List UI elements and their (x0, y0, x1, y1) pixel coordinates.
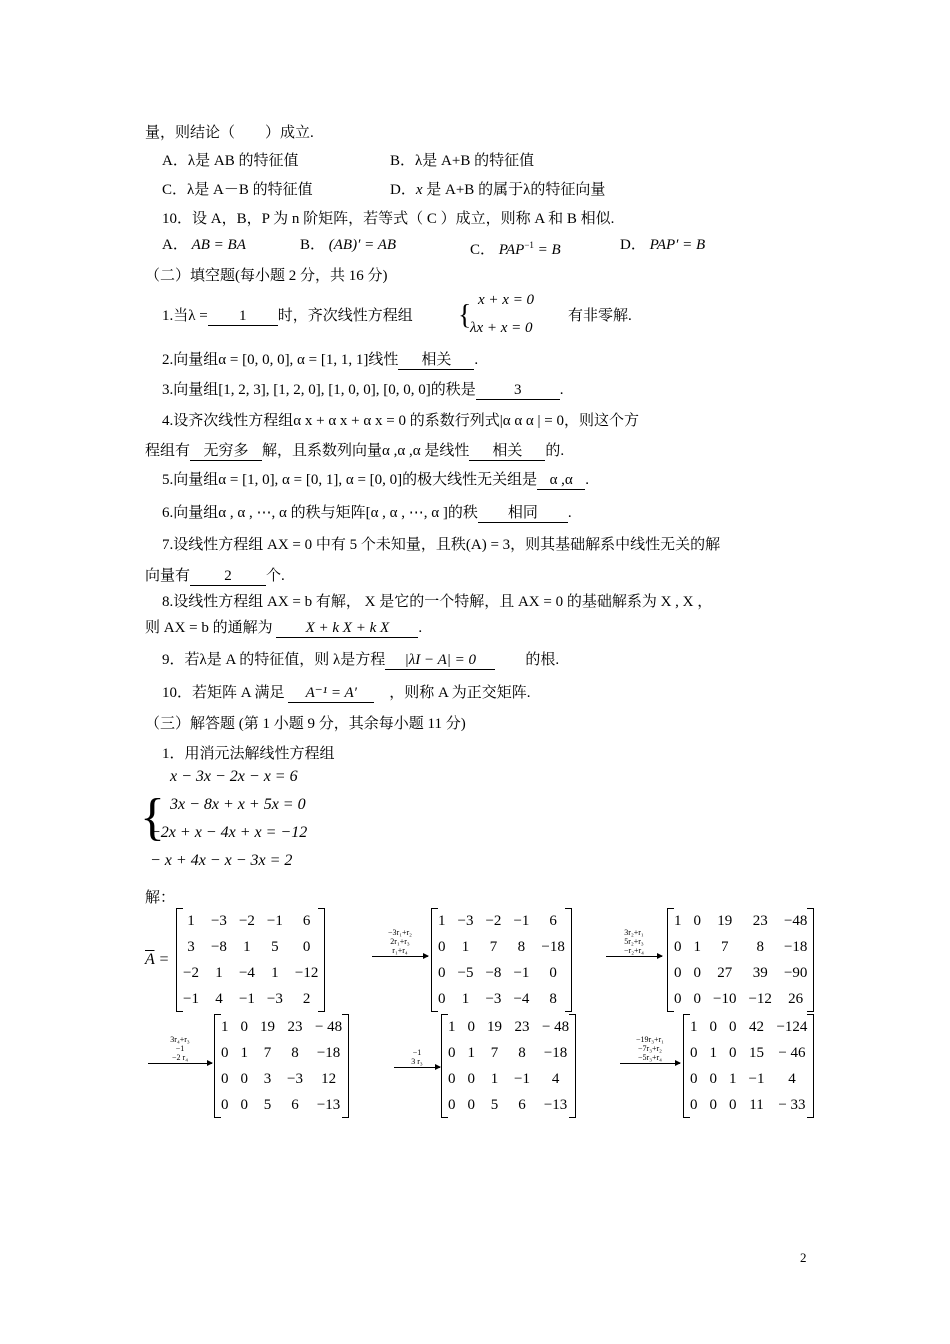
matrix-cell: −3 (287, 1070, 303, 1087)
fill-7-continued: 向量有 2 个. (145, 568, 285, 584)
matrix-cell: − 48 (314, 1018, 343, 1035)
row-op-label: −1 (175, 1044, 185, 1053)
answer-blank: |λI − A| = 0 (385, 651, 495, 670)
matrix-cell: 7 (720, 938, 729, 955)
q10-option-a: A． AB = BA (162, 237, 246, 253)
matrix-cell: 5 (263, 1096, 272, 1113)
matrix-cell: 0 (221, 1070, 229, 1087)
matrix-row (432, 934, 571, 960)
row-op-arrow-1 (372, 928, 428, 955)
system-row-4: − x + 4x − x − 3x = 2 (150, 852, 293, 869)
answer-blank: 相关 (469, 442, 545, 461)
system-row-1: x − 3x − 2x − x = 6 (170, 768, 298, 785)
matrix-cell: 6 (518, 1096, 526, 1113)
problem-1-stem: 1．用消元法解线性方程组 (162, 746, 335, 762)
matrix-1 (176, 908, 325, 1012)
row-op-label: 3r₄+r₃ (170, 1035, 190, 1044)
matrix-cell: 1 (240, 1044, 248, 1061)
matrix-row (177, 908, 324, 934)
answer-blank: 相关 (398, 351, 474, 370)
matrix-row (215, 1092, 348, 1118)
q9-stem-end: 量，则结论（ ）成立. (145, 125, 314, 141)
fill-2: 2.向量组α = [0, 0, 0], α = [1, 1, 1]线性 相关 . (162, 352, 479, 368)
fill-8-continued: 则 AX = b 的通解为 X + k X + k X . (145, 620, 423, 636)
matrix-cell: 1 (461, 990, 470, 1007)
matrix-cell: 8 (518, 1044, 526, 1061)
matrix-cell: −3 (266, 990, 283, 1007)
matrix-cell: 0 (690, 1044, 698, 1061)
matrix-cell: 7 (489, 938, 498, 955)
matrix-cell: 1 (215, 964, 223, 981)
answer-blank: 相同 (478, 504, 568, 523)
matrix-cell: 8 (756, 938, 764, 955)
matrix-row (684, 1014, 813, 1040)
fill-9: 9．若λ是 A 的特征值，则 λ是方程 |λI − A| = 0 的根. (162, 652, 560, 668)
page-number: 2 (800, 1250, 807, 1265)
matrix-row (684, 1066, 813, 1092)
matrix-cell: 8 (517, 938, 526, 955)
matrix-cell: − 48 (541, 1018, 570, 1035)
augmented-matrix-label: $\overline{A}$ = (145, 951, 170, 968)
matrix-cell: −2 (238, 912, 255, 929)
arrow-line (394, 1067, 440, 1068)
row-op-label: 2r₁+r₃ (390, 937, 410, 946)
q9-option-a: A．λ是 AB 的特征值 (162, 153, 299, 169)
matrix-cell: −3 (457, 912, 474, 929)
answer-blank: A⁻¹ = A′ (288, 684, 374, 703)
matrix-cell: 23 (752, 912, 768, 929)
matrix-row (432, 986, 571, 1012)
matrix-cell: 0 (240, 1018, 248, 1035)
matrix-row (668, 986, 813, 1012)
matrix-cell: 0 (448, 1096, 456, 1113)
q9-option-c: C．λ是 A－B 的特征值 (162, 182, 313, 198)
matrix-cell: −18 (543, 1044, 568, 1061)
matrix-cell: 6 (291, 1096, 299, 1113)
fill-1-eq-2: λx + x = 0 (470, 320, 533, 336)
row-op-label: 3 r₃ (411, 1057, 423, 1066)
matrix-cell: 1 (709, 1044, 717, 1061)
answer-blank: α ,α (537, 471, 585, 490)
matrix-cell: −12 (294, 964, 319, 981)
matrix-cell: 3 (187, 938, 195, 955)
matrix-cell: 23 (287, 1018, 303, 1035)
q10-option-b: B． (AB)′ = AB (300, 237, 397, 253)
matrix-cell: 0 (240, 1070, 248, 1087)
answer-blank: 3 (476, 381, 560, 400)
matrix-cell: 4 (788, 1070, 796, 1087)
matrix-cell: 0 (467, 1070, 475, 1087)
matrix-cell: 8 (549, 990, 557, 1007)
matrix-cell: 1 (271, 964, 279, 981)
matrix-row (668, 960, 813, 986)
matrix-row (177, 960, 324, 986)
matrix-cell: 0 (709, 1018, 717, 1035)
matrix-cell: 2 (302, 990, 311, 1007)
matrix-row (442, 1066, 575, 1092)
matrix-cell: −5 (457, 964, 474, 981)
matrix-cell: 0 (690, 1096, 698, 1113)
row-op-arrow-4 (394, 1048, 440, 1066)
matrix-cell: 0 (448, 1044, 456, 1061)
matrix-cell: 19 (260, 1018, 275, 1035)
matrix-cell: 1 (729, 1070, 737, 1087)
row-op-arrow-3 (148, 1035, 212, 1062)
matrix-cell: 0 (693, 964, 701, 981)
section-solve-heading: （三）解答题 (第 1 小题 9 分，其余每小题 11 分) (145, 716, 466, 732)
matrix-cell: 0 (729, 1018, 737, 1035)
matrix-cell: 1 (690, 1018, 698, 1035)
matrix-cell: 0 (709, 1070, 717, 1087)
matrix-cell: −13 (316, 1096, 341, 1113)
q10-option-c: C． $PAP^{-1} = B$ (470, 240, 561, 258)
matrix-cell: 1 (693, 938, 701, 955)
matrix-4 (214, 1014, 349, 1118)
row-op-label: 3r₂+r₁ (624, 928, 644, 937)
matrix-cell: 23 (514, 1018, 530, 1035)
matrix-cell: −13 (543, 1096, 568, 1113)
solution-label: 解： (145, 890, 176, 906)
fill-4: 4.设齐次线性方程组α x + α x + α x = 0 的系数行列式|α α α | = 0，则这个方 (162, 413, 639, 429)
arrow-line (620, 1063, 680, 1064)
answer-blank: 1 (208, 307, 278, 326)
matrix-cell: 0 (709, 1096, 717, 1113)
matrix-cell: 0 (221, 1096, 229, 1113)
matrix-cell: −18 (541, 938, 565, 955)
row-op-label: −19r₃+r₁ (636, 1035, 664, 1044)
matrix-cell: 0 (729, 1044, 737, 1061)
matrix-cell: 1 (221, 1018, 229, 1035)
q10-stem: 10．设 A，B，P 为 n 阶矩阵，若等式（ C ）成立，则称 A 和 B 相似. (162, 211, 615, 227)
matrix-cell: 0 (438, 990, 446, 1007)
matrix-3 (667, 908, 814, 1012)
matrix-row (668, 934, 813, 960)
matrix-2 (431, 908, 572, 1012)
fill-1: 1.当λ = 1 时，齐次线性方程组 (162, 308, 413, 324)
system-brace-large: { (140, 789, 165, 846)
row-op-label: −1 (412, 1048, 422, 1057)
fill-1-tail: 有非零解. (568, 308, 632, 324)
matrix-cell: 1 (448, 1018, 456, 1035)
matrix-cell: 0 (438, 938, 446, 955)
matrix-cell: 0 (467, 1096, 475, 1113)
answer-blank: 无穷多 (190, 442, 262, 461)
matrix-cell: 4 (215, 990, 223, 1007)
matrix-cell: 1 (467, 1044, 475, 1061)
matrix-cell: 0 (690, 1070, 698, 1087)
row-op-label: −r₂+r₄ (624, 946, 644, 955)
row-op-label: r₁+r₄ (392, 946, 408, 955)
matrix-cell: 7 (490, 1044, 499, 1061)
q9-option-d: D．x 是 A+B 的属于λ的特征向量 (390, 182, 606, 198)
section-fill-in-heading: （二）填空题(每小题 2 分，共 16 分) (145, 268, 388, 284)
system-brace: { (458, 300, 472, 331)
matrix-cell: 0 (693, 990, 701, 1007)
matrix-cell: 0 (674, 964, 682, 981)
system-row-2: 3x − 8x + x + 5x = 0 (170, 796, 306, 813)
matrix-cell: 1 (243, 938, 251, 955)
matrix-row (442, 1092, 575, 1118)
matrix-cell: −8 (485, 964, 502, 981)
matrix-cell: −1 (266, 912, 283, 929)
matrix-cell: −1 (514, 1070, 530, 1087)
fill-4-continued: 程组有 无穷多 解，且系数列向量α ,α ,α 是线性 相关 的. (145, 443, 565, 459)
matrix-cell: 0 (302, 938, 311, 955)
matrix-cell: −1 (748, 1070, 765, 1087)
matrix-cell: −4 (238, 964, 255, 981)
matrix-cell: 0 (729, 1096, 737, 1113)
matrix-row (215, 1066, 348, 1092)
matrix-cell: 0 (448, 1070, 456, 1087)
matrix-5 (441, 1014, 576, 1118)
matrix-cell: −18 (783, 938, 808, 955)
row-op-label: −2 r₄ (172, 1053, 188, 1062)
matrix-cell: −1 (513, 912, 530, 929)
matrix-cell: −48 (783, 912, 808, 929)
fill-6: 6.向量组α , α , ⋯, α 的秩与矩阵[α , α , ⋯, α ]的秩 相同 . (162, 505, 572, 521)
matrix-row (215, 1014, 348, 1040)
row-op-arrow-5 (620, 1035, 680, 1062)
matrix-cell: 12 (321, 1070, 337, 1087)
matrix-row (442, 1014, 575, 1040)
matrix-cell: 0 (693, 912, 701, 929)
q10-option-d: D． PAP′ = B (620, 237, 706, 253)
matrix-cell: −3 (210, 912, 227, 929)
matrix-6 (683, 1014, 814, 1118)
matrix-cell: 0 (549, 964, 557, 981)
matrix-cell: 1 (461, 938, 470, 955)
matrix-cell: 11 (749, 1096, 764, 1113)
matrix-cell: −4 (513, 990, 530, 1007)
matrix-cell: 1 (674, 912, 682, 929)
fill-8: 8.设线性方程组 AX = b 有解， X 是它的一个特解，且 AX = 0 的基础解系为 X , X ， (162, 594, 713, 610)
matrix-cell: 8 (291, 1044, 299, 1061)
system-row-3: −2x + x − 4x + x = −12 (150, 824, 308, 841)
matrix-cell: −1 (238, 990, 255, 1007)
matrix-row (177, 934, 324, 960)
matrix-cell: −1 (183, 990, 199, 1007)
matrix-cell: 0 (438, 964, 446, 981)
answer-blank: X + k X + k X (276, 619, 418, 638)
matrix-row (684, 1092, 813, 1118)
matrix-cell: 1 (187, 912, 195, 929)
matrix-cell: 6 (549, 912, 557, 929)
matrix-cell: 3 (263, 1070, 272, 1087)
matrix-cell: − 46 (778, 1044, 806, 1061)
answer-blank: 2 (190, 567, 266, 586)
arrow-line (606, 956, 662, 957)
fill-3: 3.向量组[1, 2, 3], [1, 2, 0], [1, 0, 0], [0, 0, 0]的秩是 3 . (162, 382, 564, 398)
arrow-line (148, 1063, 212, 1064)
matrix-cell: 15 (748, 1044, 764, 1061)
matrix-cell: −90 (783, 964, 808, 981)
matrix-cell: − 33 (778, 1096, 806, 1113)
matrix-cell: 42 (748, 1018, 764, 1035)
q9-option-b: B．λ是 A+B 的特征值 (390, 153, 535, 169)
matrix-cell: 5 (490, 1096, 499, 1113)
matrix-cell: 39 (752, 964, 768, 981)
matrix-row (215, 1040, 348, 1066)
row-op-arrow-2 (606, 928, 662, 955)
matrix-cell: −3 (485, 990, 502, 1007)
matrix-cell: 19 (717, 912, 733, 929)
fill-5: 5.向量组α = [1, 0], α = [0, 1], α = [0, 0]的极大线性无关组是 α ,α . (162, 472, 589, 488)
matrix-cell: 26 (788, 990, 804, 1007)
matrix-cell: 0 (467, 1018, 475, 1035)
matrix-cell: 7 (263, 1044, 272, 1061)
matrix-cell: 0 (674, 990, 682, 1007)
matrix-cell: −8 (210, 938, 227, 955)
matrix-row (684, 1040, 813, 1066)
matrix-cell: −124 (776, 1018, 808, 1035)
row-op-label: −5r₃+r₄ (638, 1053, 662, 1062)
fill-7: 7.设线性方程组 AX = 0 中有 5 个未知量，且秩(A) = 3，则其基础解系中线性无关的解 (162, 537, 721, 553)
arrow-line (372, 956, 428, 957)
matrix-cell: 5 (271, 938, 279, 955)
matrix-cell: −2 (183, 964, 199, 981)
fill-10: 10．若矩阵 A 满足 A⁻¹ = A′ ，则称 A 为正交矩阵. (162, 685, 531, 701)
matrix-row (432, 960, 571, 986)
matrix-cell: 1 (490, 1070, 499, 1087)
matrix-cell: 1 (438, 912, 446, 929)
matrix-cell: −10 (713, 990, 737, 1007)
matrix-cell: −12 (748, 990, 772, 1007)
matrix-row (432, 908, 571, 934)
row-op-label: 5r₂+r₃ (624, 937, 644, 946)
matrix-row (177, 986, 324, 1012)
matrix-cell: −2 (485, 912, 502, 929)
matrix-cell: 6 (302, 912, 311, 929)
matrix-cell: 27 (717, 964, 733, 981)
matrix-row (442, 1040, 575, 1066)
matrix-cell: −1 (513, 964, 530, 981)
matrix-cell: 0 (221, 1044, 229, 1061)
matrix-cell: 19 (487, 1018, 502, 1035)
fill-1-eq-1: x + x = 0 (478, 292, 535, 308)
matrix-cell: 0 (674, 938, 682, 955)
matrix-cell: 0 (240, 1096, 248, 1113)
row-op-label: −3r₁+r₂ (388, 928, 412, 937)
matrix-cell: 4 (551, 1070, 560, 1087)
row-op-label: −7r₃+r₂ (638, 1044, 662, 1053)
matrix-row (668, 908, 813, 934)
matrix-cell: −18 (316, 1044, 341, 1061)
